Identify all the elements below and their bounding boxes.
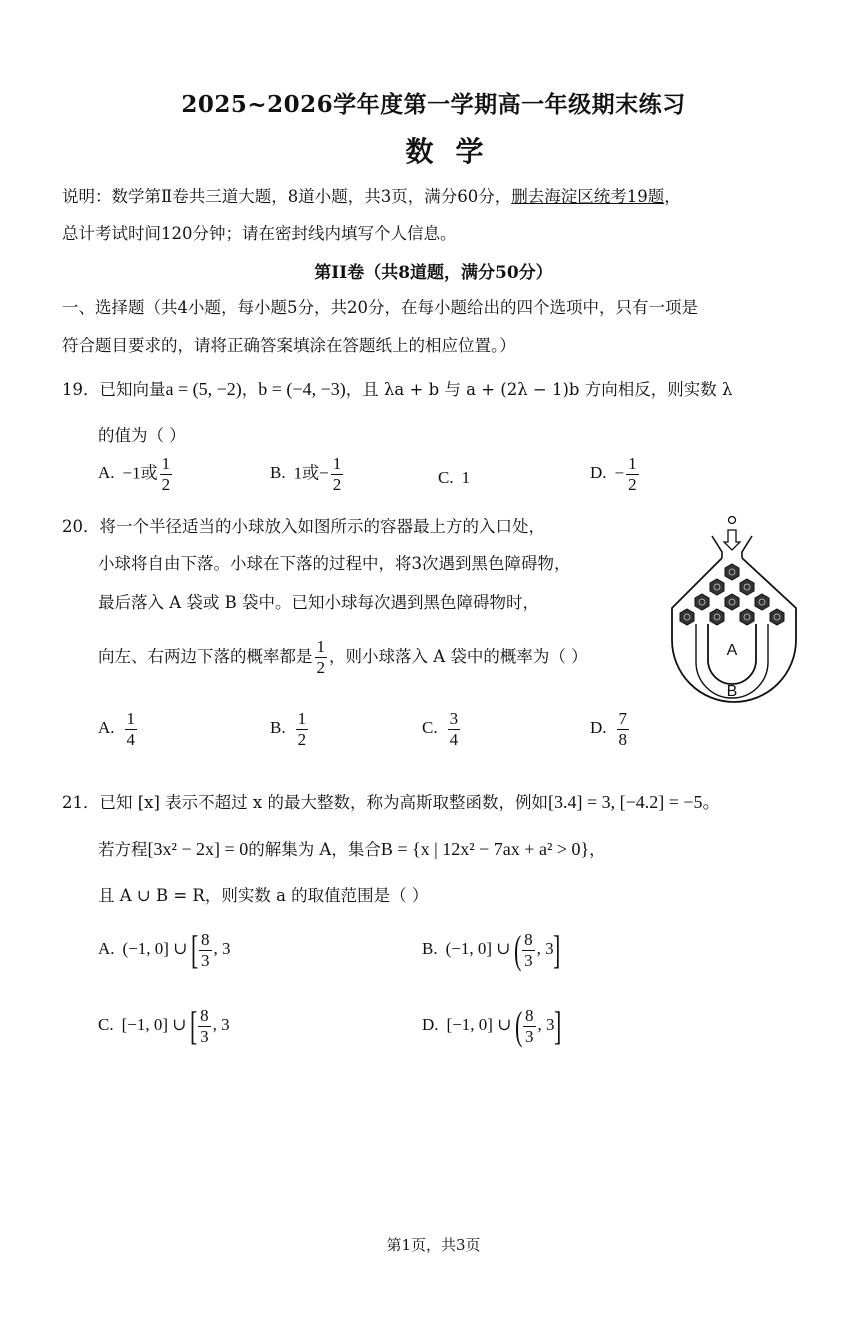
numerator: 7 [618,709,628,728]
obstacle-icon [725,564,739,580]
denominator: 8 [618,729,628,749]
bracket-open: ( [513,927,522,972]
intro-line-1 [62,183,681,207]
q19-stem-line-1 [62,376,732,400]
q19-option-b[interactable] [270,455,345,494]
q19-option-d[interactable] [590,455,641,494]
q21-set-b: B = {x | 12x² − 7ax + a² > 0} [380,839,590,859]
numerator: 8 [200,1005,209,1025]
fraction [522,931,535,970]
option-label: C. [422,718,438,738]
denominator: 3 [201,950,210,970]
q19-vector-b: b = (−4, −3) [258,379,346,399]
option-text: (−1, 0] ∪ [445,938,515,958]
bag-b-label: B [726,683,738,700]
q20-text: ，则小球落入 A 袋中的概率为（ ） [329,646,588,666]
denominator: 4 [126,729,136,749]
bracket-close: ] [552,927,560,972]
option-label: B. [270,463,286,483]
obstacle-icon [755,594,769,610]
q19-sep: ， [241,380,259,399]
numerator: 1 [126,709,136,728]
obstacle-icon [710,609,724,625]
q20-stem-line-4 [98,638,588,677]
ball-icon [729,517,736,524]
q21-equation: [3x² − 2x] = 0 [147,839,249,859]
q21-stem-line-3: 且 A ∪ B = R，则实数 a 的取值范围是（ ） [98,886,429,905]
fraction [448,710,461,749]
obstacles [680,564,784,625]
bracket-close: ] [553,1003,561,1048]
numerator: 3 [449,709,459,728]
galton-container-figure [660,512,810,707]
option-label: D. [590,718,607,738]
q21-option-a[interactable] [98,927,231,972]
q20-option-d[interactable] [590,710,631,749]
numerator: 1 [161,454,171,473]
funnel-right-wall [742,536,752,558]
q21-stem-line-1 [62,788,721,814]
q21-option-c[interactable] [98,1003,230,1048]
section-heading: 第II卷（共8道题，满分50分） [314,263,553,283]
option-text: −1或 [122,463,158,483]
fraction [626,455,639,494]
option-text: − [614,463,625,483]
q21-comma: ， [589,840,606,859]
q19-option-a[interactable] [98,455,174,494]
q21-text: 若方程 [98,840,148,859]
option-label: B. [422,938,438,958]
intro-note: 删去海淀区统考19题 [511,187,665,206]
q21-stem-line-2 [98,836,606,860]
q20-option-c[interactable] [422,710,462,749]
q19-option-c[interactable] [438,468,470,488]
denominator: 3 [524,950,533,970]
option-label: A. [98,938,115,958]
bracket-open: ( [514,1003,523,1048]
numerator: 1 [297,709,307,728]
part1-instructions-1: 一、选择题（共4小题，每小题5分，共20分，在每小题给出的四个选项中，只有一项是 [62,298,698,317]
q21-option-d[interactable] [422,1003,561,1048]
denominator: 2 [161,474,171,494]
option-text: [−1, 0] ∪ [121,1014,191,1034]
q20-stem-line-2: 小球将自由下落。小球在下落的过程中，将3次遇到黑色障碍物， [98,554,571,573]
q20-stem-line-1: 20．将一个半径适当的小球放入如图所示的容器最上方的入口处， [62,517,545,536]
funnel-left-wall [712,536,722,558]
obstacle-icon [770,609,784,625]
numerator: 8 [201,929,210,949]
q19-number: 19．已知向量 [62,380,166,399]
option-text: 1或− [293,463,329,483]
q20-option-b[interactable] [270,710,310,749]
denominator: 4 [449,729,459,749]
option-label: D. [422,1014,439,1034]
q19-vector-a: a = (5, −2) [165,379,242,399]
option-text: 1 [461,468,471,487]
option-label: A. [98,463,115,483]
obstacle-icon [695,594,709,610]
fraction [160,455,173,494]
option-text: , 3 [212,1014,230,1034]
denominator: 2 [628,474,637,494]
q19-condition: ，且 λa + b 与 a + (2λ − 1)b 方向相反，则实数 λ [345,380,733,399]
option-label: C. [98,1014,114,1034]
option-text: (−1, 0] ∪ [122,938,192,958]
option-text: , 3 [537,1014,555,1034]
intro-line-2: 总计考试时间120分钟；请在密封线内填写个人信息。 [62,224,457,243]
fraction [617,710,630,749]
denominator: 2 [332,474,342,494]
q21-text: 的解集为 A，集合 [248,840,381,859]
container-outline [672,558,796,702]
numerator: 1 [316,637,325,656]
intro-text: 说明：数学第Ⅱ卷共三道大题，8道小题，共3页，满分60分， [62,187,512,206]
fraction [331,455,344,494]
numerator: 1 [628,454,637,473]
bracket-open: [ [190,927,199,972]
obstacle-icon [740,579,754,595]
option-text: , 3 [213,938,231,958]
fraction [315,638,328,677]
fraction [199,931,212,970]
obstacle-icon [710,579,724,595]
fraction [198,1007,211,1046]
denominator: 3 [525,1026,534,1046]
fraction [125,710,138,749]
numerator: 1 [332,454,342,473]
obstacle-icon [740,609,754,625]
option-text: , 3 [536,938,554,958]
q21-text: 21．已知 [x] 表示不超过 x 的最大整数，称为高斯取整函数，例如 [62,793,548,812]
numerator: 8 [524,929,533,949]
option-text: [−1, 0] ∪ [446,1014,516,1034]
intro-comma: ， [664,187,681,206]
denominator: 2 [316,657,325,677]
fraction [523,1007,536,1046]
q20-text: 向左、右两边下落的概率都是 [98,646,313,666]
q19-stem-line-2: 的值为（ ） [98,426,186,445]
option-label: C. [438,468,454,487]
option-label: D. [590,463,607,483]
option-label: B. [270,718,286,738]
subject-title: 数学 [405,135,506,168]
q21-example: [3.4] = 3, [−4.2] = −5。 [547,792,721,812]
q21-option-b[interactable] [422,927,560,972]
q20-option-a[interactable] [98,710,139,749]
option-label: A. [98,718,115,738]
denominator: 3 [200,1026,209,1046]
fraction [296,710,309,749]
denominator: 2 [297,729,307,749]
exam-title: 2025~2026学年度第一学期高一年级期末练习 [181,91,686,118]
obstacle-icon [680,609,694,625]
bracket-open: [ [189,1003,198,1048]
obstacle-icon [725,594,739,610]
page-number: 第1页，共3页 [386,1236,481,1254]
part1-instructions-2: 符合题目要求的，请将正确答案填涂在答题纸上的相应位置。） [62,336,516,355]
numerator: 8 [525,1005,534,1025]
q20-stem-line-3: 最后落入 A 袋或 B 袋中。已知小球每次遇到黑色障碍物时， [98,593,540,612]
bag-a-label: A [726,642,738,659]
arrow-down-icon [724,530,740,550]
